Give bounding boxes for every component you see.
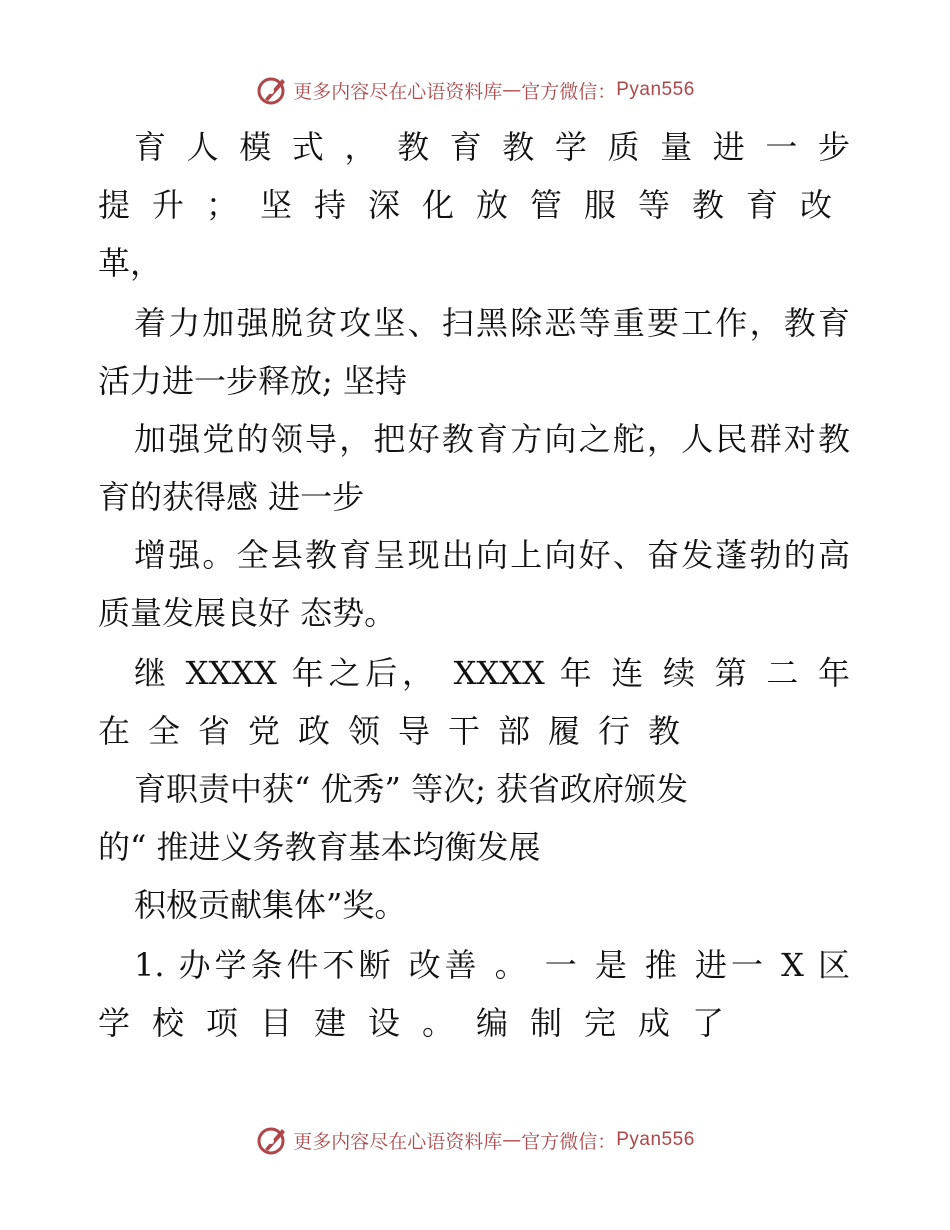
header-dash: — [502,79,522,101]
text-line: 育职责中获“ 优秀” 等次; 获省政府颁发 [134,770,689,808]
footer-watermark [0,1118,950,1162]
header-watermark [0,68,950,112]
text-line: 1. 办学条件不断 改善 。 一 是 推 进一 X 区 [134,946,850,984]
header-site-name: 更多内容尽在心语资料库 [293,80,503,103]
footer-wechat-label: 官方微信： [521,1130,617,1153]
text-line: 育人模式，教育教学质量进一步 [134,128,850,166]
text-line: 的“ 推进义务教育基本均衡发展 [98,828,541,866]
text-line: 学校项目建设。编制完成了 [98,1004,747,1042]
text-line: 增强。全县教育呈现出向上向好、奋发蓬勃的高 [134,536,850,574]
text-line: 加强党的领导，把好教育方向之舵，人民群对教 [134,420,850,458]
text-line: 革， [98,244,163,282]
text-line: 提升；坚持深化放管服等教育改 [98,186,855,224]
text-line: 着力加强脱贫攻坚、扫黑除恶等重要工作，教育 [134,304,850,342]
quill-logo-icon [255,73,289,107]
footer-site-name: 更多内容尽在心语资料库 [293,1130,503,1153]
text-line: 质量发展良好 态势。 [98,594,397,632]
text-line: 活力进一步释放; 坚持 [98,362,407,400]
text-line: 在全省党政领导干部履行教 [98,712,699,750]
quill-logo-icon [255,1123,289,1157]
text-line: 积极贡献集体”奖。 [134,886,407,924]
header-wechat-handle: Pyan556 [616,79,695,100]
footer-dash: — [502,1129,522,1151]
footer-wechat-handle: Pyan556 [616,1129,695,1150]
header-wechat-label: 官方微信： [521,80,617,103]
text-line: 继 XXXX 年之后， XXXX 年 连 续 第 二 年 [134,654,850,692]
text-line: 育的获得感 进一步 [98,478,365,516]
